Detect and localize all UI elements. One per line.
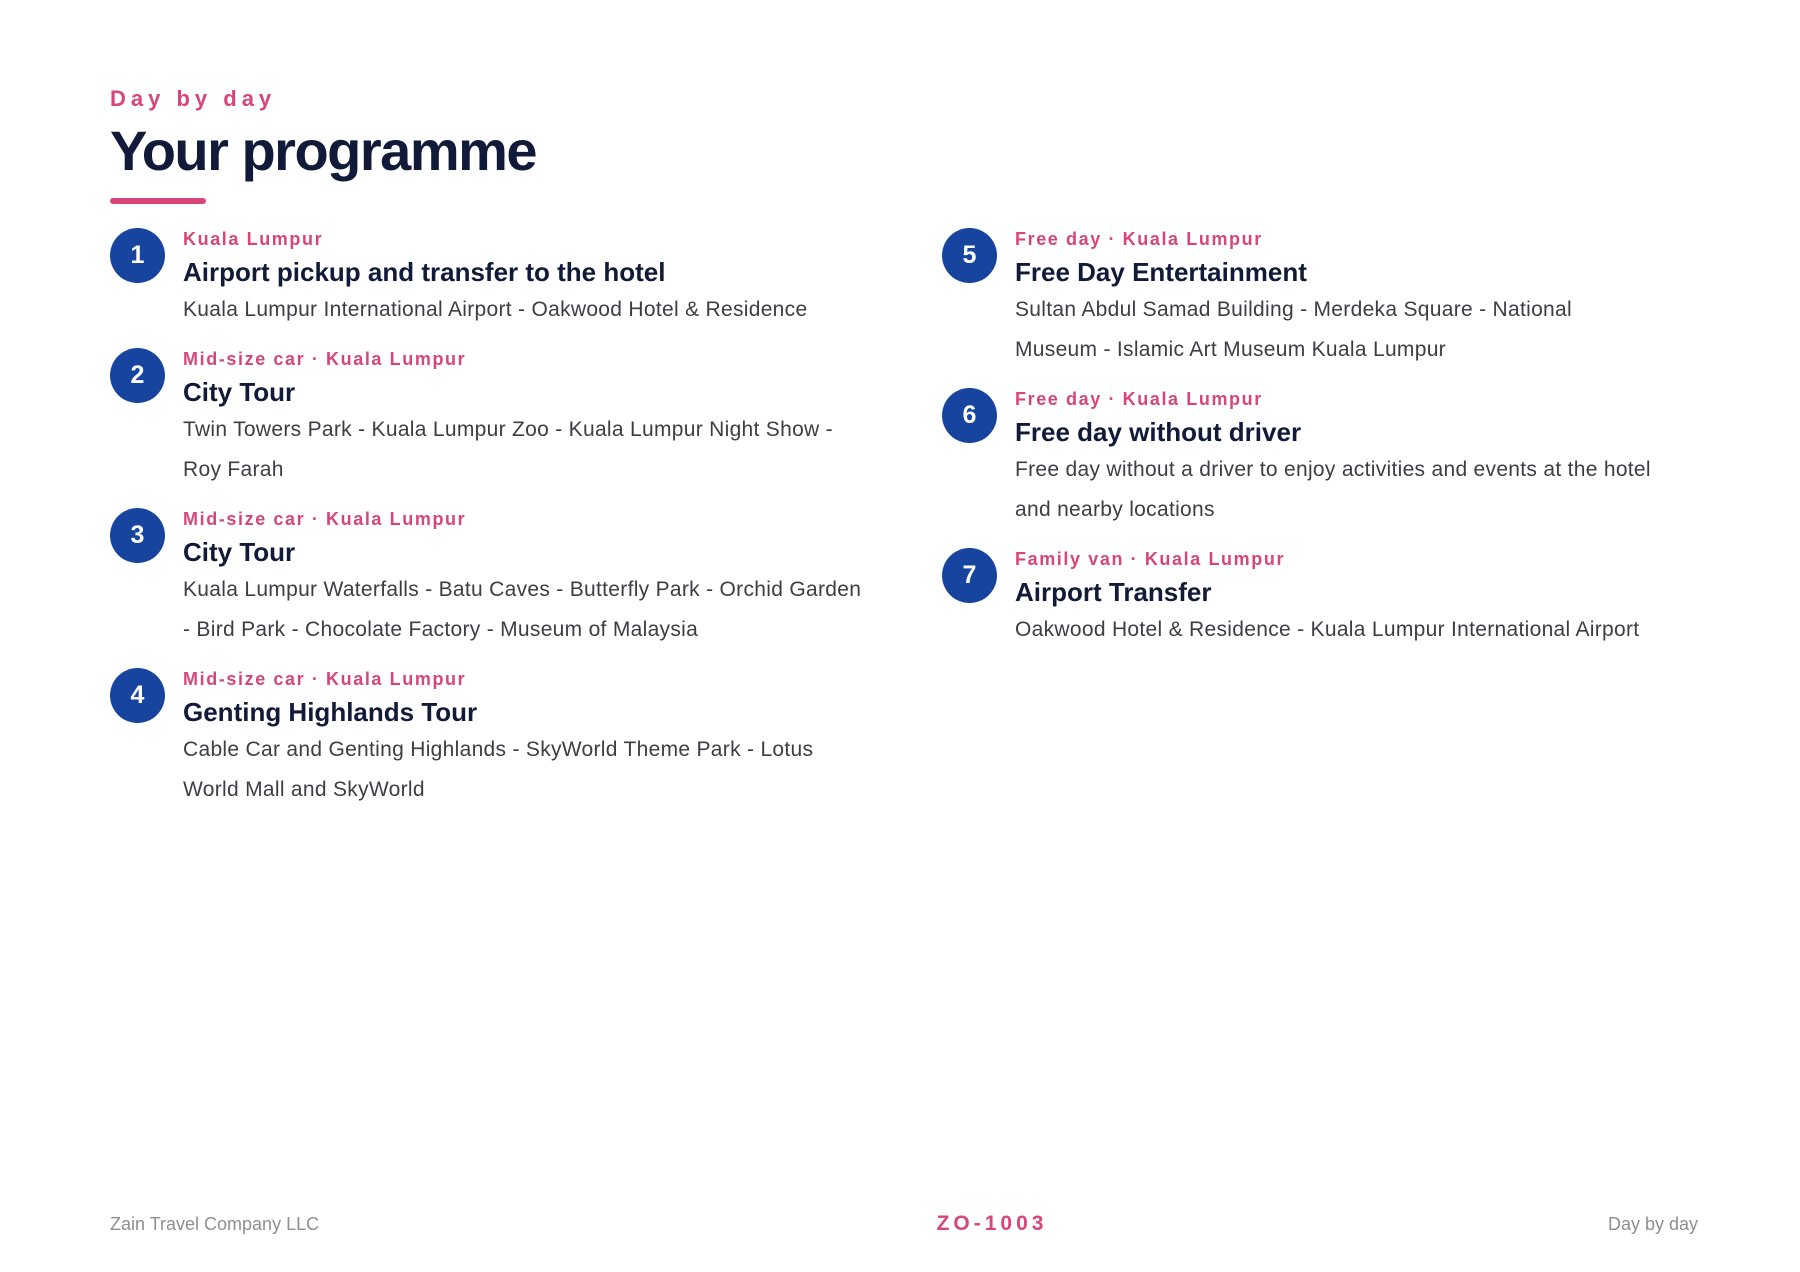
day-meta: Mid-size car · Kuala Lumpur <box>183 509 467 529</box>
day-number-badge: 5 <box>942 228 997 283</box>
day-description: Sultan Abdul Samad Building - Merdeka Square - National Museum - Islamic Art Museum Kuala Lumpur <box>1015 298 1572 361</box>
day-title: City Tour <box>183 537 296 567</box>
day-item-5 <box>942 228 1652 370</box>
day-meta: Mid-size car · Kuala Lumpur <box>183 669 467 689</box>
day-meta: Family van · Kuala Lumpur <box>1015 549 1286 569</box>
day-number-badge: 1 <box>110 228 165 283</box>
section-kicker: Day by day <box>110 86 277 111</box>
day-title: City Tour <box>183 377 296 407</box>
day-meta: Mid-size car · Kuala Lumpur <box>183 349 467 369</box>
footer-section: Day by day <box>1607 1214 1698 1234</box>
page-title: Your programme <box>110 119 537 182</box>
day-description: Free day without a driver to enjoy activities and events at the hotel and nearby locations <box>1015 458 1651 521</box>
day-description: Kuala Lumpur International Airport - Oakwood Hotel & Residence <box>183 298 808 321</box>
day-item-6 <box>942 388 1652 530</box>
footer-reference: ZO-1003 <box>936 1212 1048 1235</box>
footer-company: Zain Travel Company LLC <box>110 1214 320 1234</box>
days-column-left <box>110 228 870 828</box>
itinerary-page <box>110 0 1700 1272</box>
day-title: Airport Transfer <box>1015 577 1212 607</box>
day-title: Free day without driver <box>1015 417 1302 447</box>
days-column-right <box>942 228 1652 668</box>
day-number-badge: 7 <box>942 548 997 603</box>
title-underline <box>110 198 206 204</box>
day-title: Free Day Entertainment <box>1015 257 1307 287</box>
day-meta: Kuala Lumpur <box>183 229 324 249</box>
day-item-1 <box>110 228 870 330</box>
day-number-badge: 3 <box>110 508 165 563</box>
day-title: Genting Highlands Tour <box>183 697 478 727</box>
day-item-4 <box>110 668 870 810</box>
day-description: Oakwood Hotel & Residence - Kuala Lumpur International Airport <box>1015 618 1640 641</box>
day-number-badge: 2 <box>110 348 165 403</box>
day-item-2 <box>110 348 870 490</box>
day-meta: Free day · Kuala Lumpur <box>1015 389 1263 409</box>
day-item-3 <box>110 508 870 650</box>
day-number-badge: 6 <box>942 388 997 443</box>
day-number-badge: 4 <box>110 668 165 723</box>
day-description: Cable Car and Genting Highlands - SkyWorld Theme Park - Lotus World Mall and SkyWorld <box>183 738 814 801</box>
day-meta: Free day · Kuala Lumpur <box>1015 229 1263 249</box>
day-title: Airport pickup and transfer to the hotel <box>183 257 666 287</box>
day-item-7 <box>942 548 1652 650</box>
day-description: Kuala Lumpur Waterfalls - Batu Caves - Butterfly Park - Orchid Garden - Bird Park - Chocolate Factory - Museum of Malaysia <box>183 578 862 641</box>
day-description: Twin Towers Park - Kuala Lumpur Zoo - Kuala Lumpur Night Show - Roy Farah <box>183 418 833 481</box>
